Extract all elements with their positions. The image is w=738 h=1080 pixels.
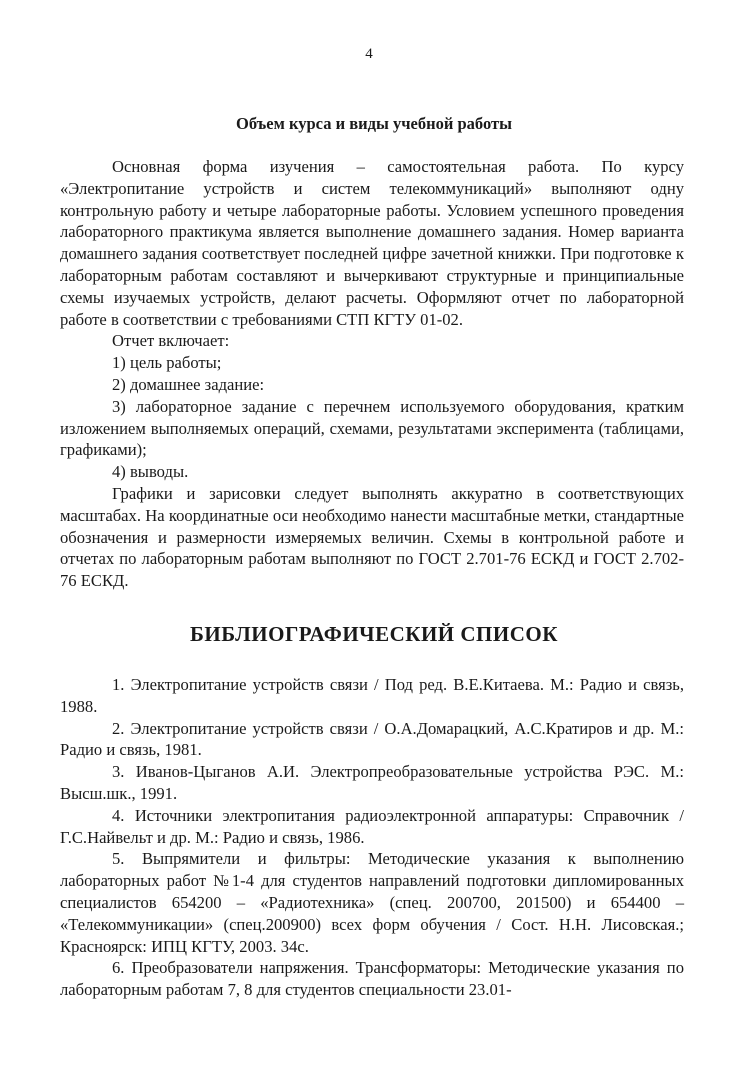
bibliography-entry: 5. Выпрямители и фильтры: Методические указания к выполнению лабораторных работ №1-4 для студентов направлений подготовки дипломированных специалистов 654200 – «Радиотехника» (спец. 200700, 201500) и 654400 – «Телекоммуникации» (спец.200900) всех форм обучения / Сост. Н.Н. Лисовская.; Красноярск: ИПЦ КГТУ, 2003. 34с. [60, 849, 684, 956]
paragraph-main: Основная форма изучения – самостоятельная работа. По курсу «Электропитание устройств и систем телекоммуникаций» выполняют одну контрольную работу и четыре лабораторные работы. Условием успешного проведения лабораторного практикума является выполнение домашнего задания. Номер варианта домашнего задания соответствует последней цифре зачетной книжки. При подготовке к лабораторным работам составляют и вычеркивают структурные и принципиальные схемы изучаемых устройств, делают расчеты. Оформляют отчет по лабораторной работе в соответствии с требованиями СТП КГТУ 01-02. [60, 157, 684, 329]
body-text [60, 156, 684, 592]
bibliography-entry: 3. Иванов-Цыганов А.И. Электропреобразовательные устройства РЭС. М.: Высш.шк., 1991. [60, 762, 684, 803]
bibliography-entry: 6. Преобразователи напряжения. Трансформаторы: Методические указания по лабораторным работам 7, 8 для студентов специальности 23.01- [60, 958, 684, 1000]
bibliography-entry: 1. Электропитание устройств связи / Под ред. В.Е.Китаева. М.: Радио и связь, 1988. [60, 675, 684, 716]
list-item: 1) цель работы; [112, 353, 222, 373]
paragraph-graphics: Графики и зарисовки следует выполнять аккуратно в соответствующих масштабах. На координатные оси необходимо нанести масштабные метки, стандартные обозначения и размерности измеряемых величин. Схемы в контрольной работе и отчетах по лабораторным работам выполняют по ГОСТ 2.701-76 ЕСКД и ГОСТ 2.702-76 ЕСКД. [60, 483, 684, 591]
bibliography-entry: 2. Электропитание устройств связи / О.А.Домарацкий, А.С.Кратиров и др. М.: Радио и связь, 1981. [60, 718, 684, 760]
paragraph-report-intro: Отчет включает: [112, 331, 230, 351]
bibliography-list [60, 674, 684, 1001]
section-heading: Объем курса и виды учебной работы [236, 114, 512, 133]
list-item: 3) лабораторное задание с перечнем используемого оборудования, кратким изложением выполняемых операций, схемами, результатами эксперимента (таблицами, графиками); [60, 396, 684, 460]
list-item: 4) выводы. [112, 462, 189, 482]
list-item: 2) домашнее задание: [112, 374, 265, 394]
page-number: 4 [365, 46, 373, 62]
bibliography-entry: 4. Источники электропитания радиоэлектронной аппаратуры: Справочник / Г.С.Найвельт и др. М.: Радио и связь, 1986. [60, 805, 684, 847]
bibliography-title: БИБЛИОГРАФИЧЕСКИЙ СПИСОК [190, 622, 558, 646]
